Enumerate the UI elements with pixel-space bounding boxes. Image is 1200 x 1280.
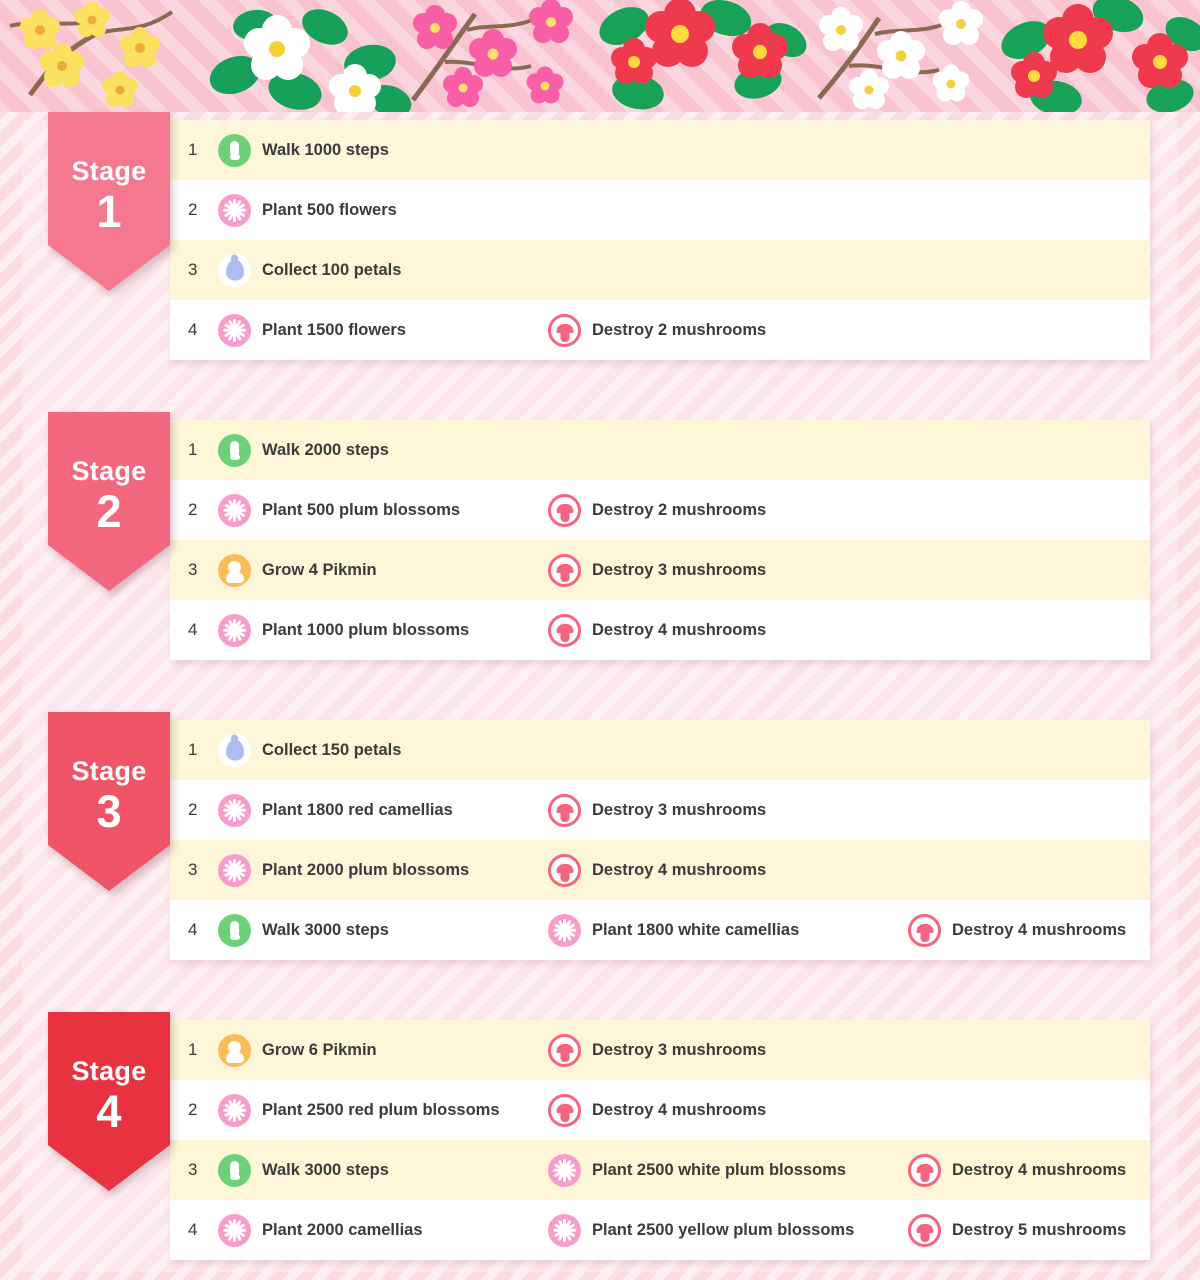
mushroom-cap: [556, 864, 573, 873]
flower-icon: [218, 794, 251, 827]
task-row: [170, 1080, 1150, 1140]
task-item: [218, 314, 406, 347]
task-label: Walk 3000 steps: [262, 1160, 389, 1179]
task-label: Plant 2000 camellias: [262, 1220, 423, 1239]
flower-icon: [218, 854, 251, 887]
task-item: [218, 1154, 389, 1187]
flower-icon: [218, 314, 251, 347]
task-label: Destroy 2 mushrooms: [592, 500, 767, 519]
petal-shape: [226, 740, 244, 761]
mushroom-stem: [920, 1173, 929, 1182]
mushroom-stem: [560, 873, 569, 882]
stage-word: Stage: [71, 1056, 147, 1086]
mushroom-cap: [916, 1224, 933, 1233]
mushroom-stem: [560, 1113, 569, 1122]
task-label: Plant 1000 plum blossoms: [262, 620, 470, 639]
stage-word: Stage: [71, 456, 147, 486]
task-label: Destroy 3 mushrooms: [592, 560, 767, 579]
task-row-number: 4: [188, 620, 198, 639]
mushroom-stem: [560, 633, 569, 642]
flower-icon: [218, 1214, 251, 1247]
flower-petals: [218, 194, 251, 227]
flower-petals: [218, 854, 251, 887]
mushroom-stem: [560, 573, 569, 582]
task-item: [218, 794, 453, 827]
petal-shape: [226, 260, 244, 281]
flower-petals: [548, 1154, 581, 1187]
task-label: Walk 3000 steps: [262, 920, 389, 939]
mushroom-cap: [916, 1164, 933, 1173]
stage-number: 1: [96, 186, 122, 237]
petal-drop-icon: [218, 254, 251, 287]
task-label: Destroy 2 mushrooms: [592, 320, 767, 339]
mushroom-icon: [908, 914, 941, 947]
task-label: Plant 2000 plum blossoms: [262, 860, 470, 879]
mushroom-icon: [908, 1214, 941, 1247]
flower-icon: [548, 914, 581, 947]
task-label: Walk 2000 steps: [262, 440, 389, 459]
mushroom-icon: [548, 494, 581, 527]
flower-petals: [218, 494, 251, 527]
task-item: [218, 854, 469, 887]
pikmin-body: [226, 1052, 244, 1063]
flower-icon: [218, 494, 251, 527]
footprint-icon: [218, 434, 251, 467]
stage-banner-tip: [48, 245, 170, 291]
stage-block: [0, 412, 1200, 656]
stage-block: [0, 112, 1200, 356]
footprint-icon: [218, 134, 251, 167]
stage-banner-tip: [48, 545, 170, 591]
task-row: [170, 780, 1150, 840]
pikmin-icon: [218, 554, 251, 587]
task-row-number: 3: [188, 560, 198, 579]
mushroom-cap: [556, 1104, 573, 1113]
pikmin-body: [226, 572, 244, 583]
task-label: Plant 1500 flowers: [262, 320, 406, 339]
mushroom-stem: [560, 1053, 569, 1062]
mushroom-cap: [556, 1044, 573, 1053]
task-label: Destroy 4 mushrooms: [592, 860, 767, 879]
task-label: Plant 2500 white plum blossoms: [592, 1160, 846, 1179]
task-label: Plant 500 plum blossoms: [262, 500, 461, 519]
mushroom-stem: [920, 1233, 929, 1242]
task-item: [548, 1094, 766, 1127]
task-label: Grow 4 Pikmin: [262, 560, 377, 579]
mushroom-cap: [556, 624, 573, 633]
task-row-number: 1: [188, 740, 198, 759]
mushroom-icon: [548, 1034, 581, 1067]
mushroom-cap: [556, 804, 573, 813]
flower-petals: [218, 314, 251, 347]
task-label: Destroy 4 mushrooms: [592, 1100, 767, 1119]
flower-petals: [218, 794, 251, 827]
stage-banner-body: [48, 712, 170, 845]
stage-banner-body: [48, 1012, 170, 1145]
flower-icon: [218, 194, 251, 227]
task-item: [218, 1214, 423, 1247]
task-item: [218, 914, 389, 947]
task-item: [548, 914, 799, 947]
task-item: [218, 194, 397, 227]
pikmin-icon: [218, 1034, 251, 1067]
flower-petals: [218, 1094, 251, 1127]
task-item: [548, 554, 766, 587]
task-row-number: 1: [188, 1040, 198, 1059]
task-item: [548, 314, 766, 347]
task-row: [170, 1140, 1150, 1200]
task-row: [170, 480, 1150, 540]
task-item: [218, 554, 377, 587]
stage-word: Stage: [71, 156, 147, 186]
stage-task-panel: [170, 420, 1150, 660]
task-row: [170, 180, 1150, 240]
task-row: [170, 900, 1150, 960]
task-row: [170, 540, 1150, 600]
task-label: Collect 150 petals: [262, 740, 402, 759]
task-row-number: 4: [188, 920, 198, 939]
footprint-icon: [218, 914, 251, 947]
task-row-number: 4: [188, 1220, 198, 1239]
task-row-number: 3: [188, 1160, 198, 1179]
task-row: [170, 420, 1150, 480]
flower-icon: [548, 1154, 581, 1187]
mushroom-icon: [548, 794, 581, 827]
task-label: Plant 2500 yellow plum blossoms: [592, 1220, 855, 1239]
task-item: [218, 494, 460, 527]
task-item: [548, 854, 766, 887]
task-item: [908, 1154, 1126, 1187]
flower-icon: [218, 614, 251, 647]
flower-icon: [218, 1094, 251, 1127]
stage-banner: [48, 712, 170, 891]
task-item: [908, 914, 1126, 947]
stage-banner-body: [48, 112, 170, 245]
mushroom-icon: [548, 1094, 581, 1127]
task-item: [548, 1034, 766, 1067]
task-label: Plant 1800 red camellias: [262, 800, 453, 819]
petal-drop-icon: [218, 734, 251, 767]
task-label: Destroy 4 mushrooms: [952, 920, 1127, 939]
task-label: Destroy 3 mushrooms: [592, 1040, 767, 1059]
task-row: [170, 720, 1150, 780]
task-label: Walk 1000 steps: [262, 140, 389, 159]
task-item: [218, 434, 389, 467]
task-row-number: 4: [188, 320, 198, 339]
mushroom-stem: [560, 333, 569, 342]
task-label: Plant 1800 white camellias: [592, 920, 800, 939]
task-item: [548, 1154, 846, 1187]
task-row-number: 2: [188, 500, 198, 519]
stage-banner-tip: [48, 1145, 170, 1191]
task-row: [170, 1020, 1150, 1080]
task-item: [218, 134, 389, 167]
stage-number: 4: [96, 1086, 122, 1137]
stage-task-panel: [170, 720, 1150, 960]
task-row-number: 2: [188, 200, 198, 219]
mushroom-icon: [548, 614, 581, 647]
task-row: [170, 1200, 1150, 1260]
task-row: [170, 240, 1150, 300]
mushroom-icon: [908, 1154, 941, 1187]
mushroom-icon: [548, 554, 581, 587]
mushroom-icon: [548, 314, 581, 347]
task-item: [548, 494, 766, 527]
task-label: Destroy 4 mushrooms: [952, 1160, 1127, 1179]
task-label: Destroy 5 mushrooms: [952, 1220, 1127, 1239]
flower-petals: [548, 1214, 581, 1247]
task-row: [170, 840, 1150, 900]
task-row-number: 1: [188, 140, 198, 159]
task-label: Plant 2500 red plum blossoms: [262, 1100, 500, 1119]
task-row: [170, 120, 1150, 180]
task-label: Destroy 3 mushrooms: [592, 800, 767, 819]
mushroom-cap: [556, 504, 573, 513]
stage-banner-body: [48, 412, 170, 545]
mushroom-icon: [548, 854, 581, 887]
stage-banner: [48, 112, 170, 291]
task-item: [218, 614, 469, 647]
mushroom-cap: [556, 324, 573, 333]
stage-number: 2: [96, 486, 122, 537]
task-row-number: 3: [188, 860, 198, 879]
task-item: [548, 614, 766, 647]
stage-banner-tip: [48, 845, 170, 891]
task-item: [218, 1094, 500, 1127]
task-item: [908, 1214, 1126, 1247]
task-row-number: 2: [188, 1100, 198, 1119]
flower-petals: [218, 614, 251, 647]
mushroom-cap: [556, 564, 573, 573]
task-label: Collect 100 petals: [262, 260, 402, 279]
flower-petals: [548, 914, 581, 947]
mushroom-stem: [920, 933, 929, 942]
stage-banner: [48, 412, 170, 591]
task-item: [548, 1214, 854, 1247]
task-label: Destroy 4 mushrooms: [592, 620, 767, 639]
stage-banner: [48, 1012, 170, 1191]
flower-petals: [218, 1214, 251, 1247]
mushroom-cap: [916, 924, 933, 933]
stage-task-panel: [170, 1020, 1150, 1260]
mushroom-stem: [560, 813, 569, 822]
stage-number: 3: [96, 786, 122, 837]
task-item: [218, 254, 401, 287]
task-row: [170, 300, 1150, 360]
stage-word: Stage: [71, 756, 147, 786]
task-label: Grow 6 Pikmin: [262, 1040, 377, 1059]
mushroom-stem: [560, 513, 569, 522]
footprint-icon: [218, 1154, 251, 1187]
flower-icon: [548, 1214, 581, 1247]
task-row-number: 3: [188, 260, 198, 279]
task-row-number: 1: [188, 440, 198, 459]
stage-block: [0, 1012, 1200, 1256]
task-row-number: 2: [188, 800, 198, 819]
task-label: Plant 500 flowers: [262, 200, 397, 219]
task-item: [548, 794, 766, 827]
task-row: [170, 600, 1150, 660]
task-item: [218, 734, 401, 767]
task-item: [218, 1034, 377, 1067]
stage-task-panel: [170, 120, 1150, 360]
stage-block: [0, 712, 1200, 956]
